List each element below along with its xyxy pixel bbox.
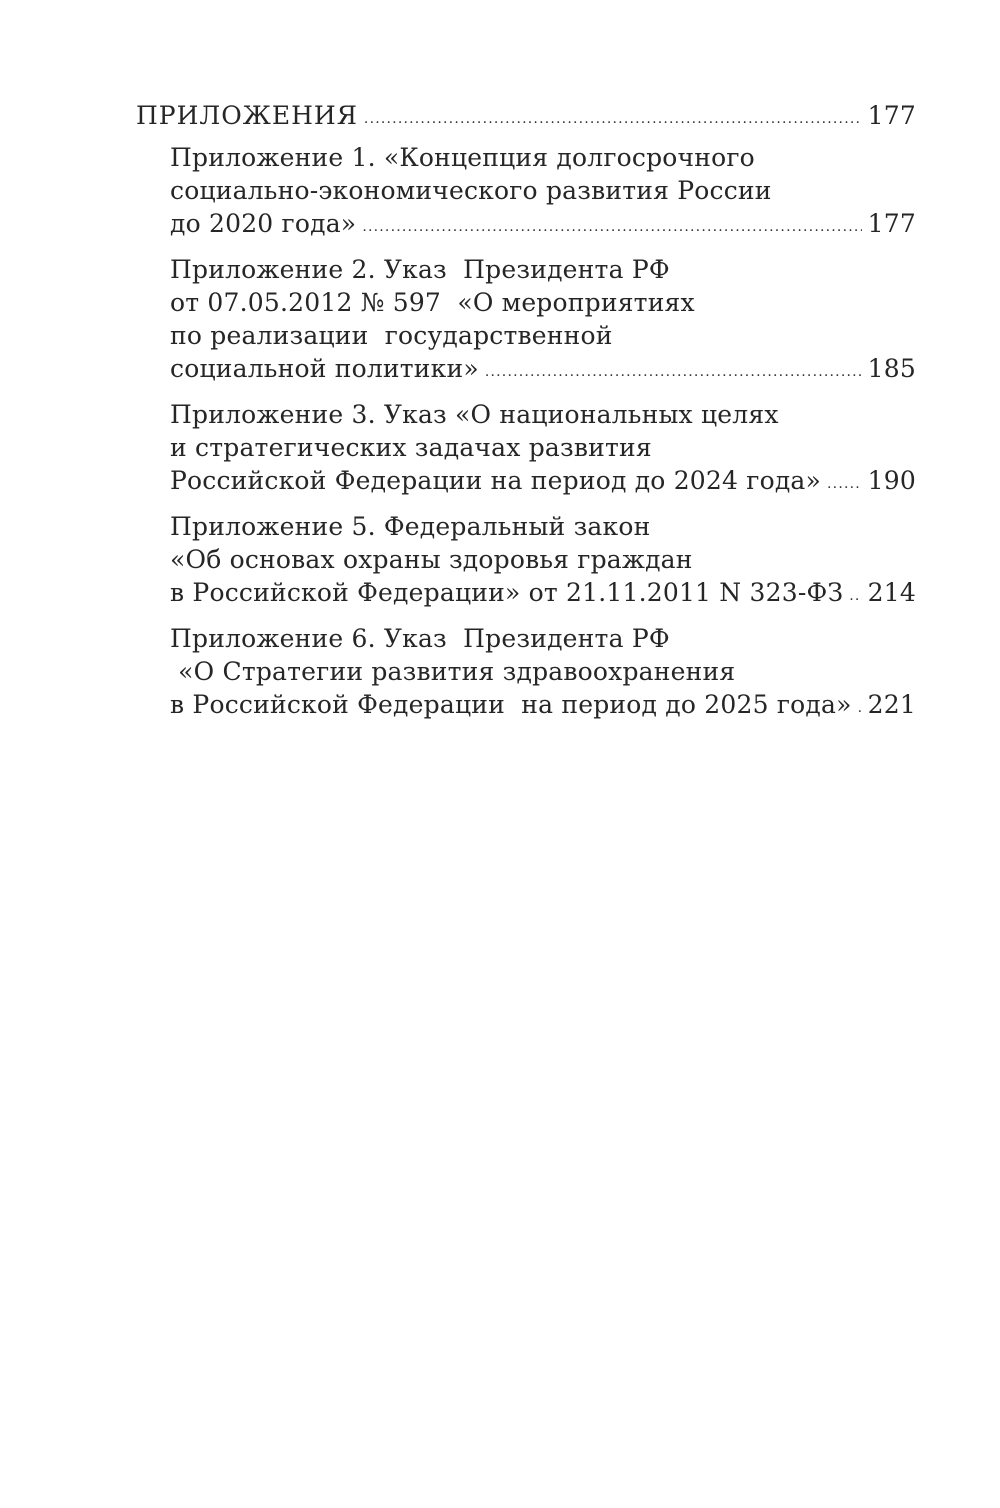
toc-entry-appendix-5[interactable] xyxy=(170,510,916,609)
page-number: 177 xyxy=(867,101,916,130)
page-number: 214 xyxy=(867,578,916,607)
toc-heading: ПРИЛОЖЕНИЯ xyxy=(136,101,358,130)
toc-entry-line: Приложение 2. Указ Президента РФ xyxy=(170,255,670,284)
toc-entry-line: по реализации государственной xyxy=(170,321,613,350)
table-of-contents xyxy=(136,96,916,734)
dot-leader xyxy=(485,365,862,379)
toc-heading-row[interactable] xyxy=(136,96,916,136)
toc-entry-last-line xyxy=(170,352,916,385)
dot-leader xyxy=(364,112,862,126)
dot-leader xyxy=(827,477,862,491)
page-number: 177 xyxy=(867,209,916,238)
toc-entry-line: в Российской Федерации на период до 2025 года» xyxy=(170,690,852,719)
toc-entry-appendix-1[interactable] xyxy=(170,141,916,240)
dot-leader xyxy=(849,589,861,603)
page-number: 190 xyxy=(867,466,916,495)
page-number: 221 xyxy=(867,690,916,719)
toc-entry-last-line xyxy=(170,688,916,721)
toc-entry-line: Приложение 1. «Концепция долгосрочного xyxy=(170,143,755,172)
dot-leader xyxy=(362,220,861,234)
toc-entry-line: Приложение 3. Указ «О национальных целях xyxy=(170,400,779,429)
toc-entry-last-line xyxy=(170,464,916,497)
toc-entry-last-line xyxy=(170,576,916,609)
toc-entry-line: от 07.05.2012 № 597 «О мероприятиях xyxy=(170,288,695,317)
toc-entry-line: Приложение 5. Федеральный закон xyxy=(170,512,651,541)
toc-entry-line: в Российской Федерации» от 21.11.2011 N 323-ФЗ xyxy=(170,578,844,607)
toc-entry-last-line xyxy=(170,207,916,240)
toc-entry-line: Российской Федерации на период до 2024 года» xyxy=(170,466,822,495)
toc-entry-appendix-2[interactable] xyxy=(170,253,916,385)
toc-entry-line: социально-экономического развития России xyxy=(170,176,772,205)
toc-entry-line: «Об основах охраны здоровья граждан xyxy=(170,545,693,574)
toc-entry-line: социальной политики» xyxy=(170,354,479,383)
toc-entry-appendix-3[interactable] xyxy=(170,398,916,497)
toc-entry-line: «О Стратегии развития здравоохранения xyxy=(170,657,736,686)
toc-entry-line: Приложение 6. Указ Президента РФ xyxy=(170,624,670,653)
dot-leader xyxy=(858,701,862,715)
toc-entry-appendix-6[interactable] xyxy=(170,622,916,721)
toc-entry-line: до 2020 года» xyxy=(170,209,357,238)
page-number: 185 xyxy=(867,354,916,383)
toc-entry-line: и стратегических задачах развития xyxy=(170,433,652,462)
